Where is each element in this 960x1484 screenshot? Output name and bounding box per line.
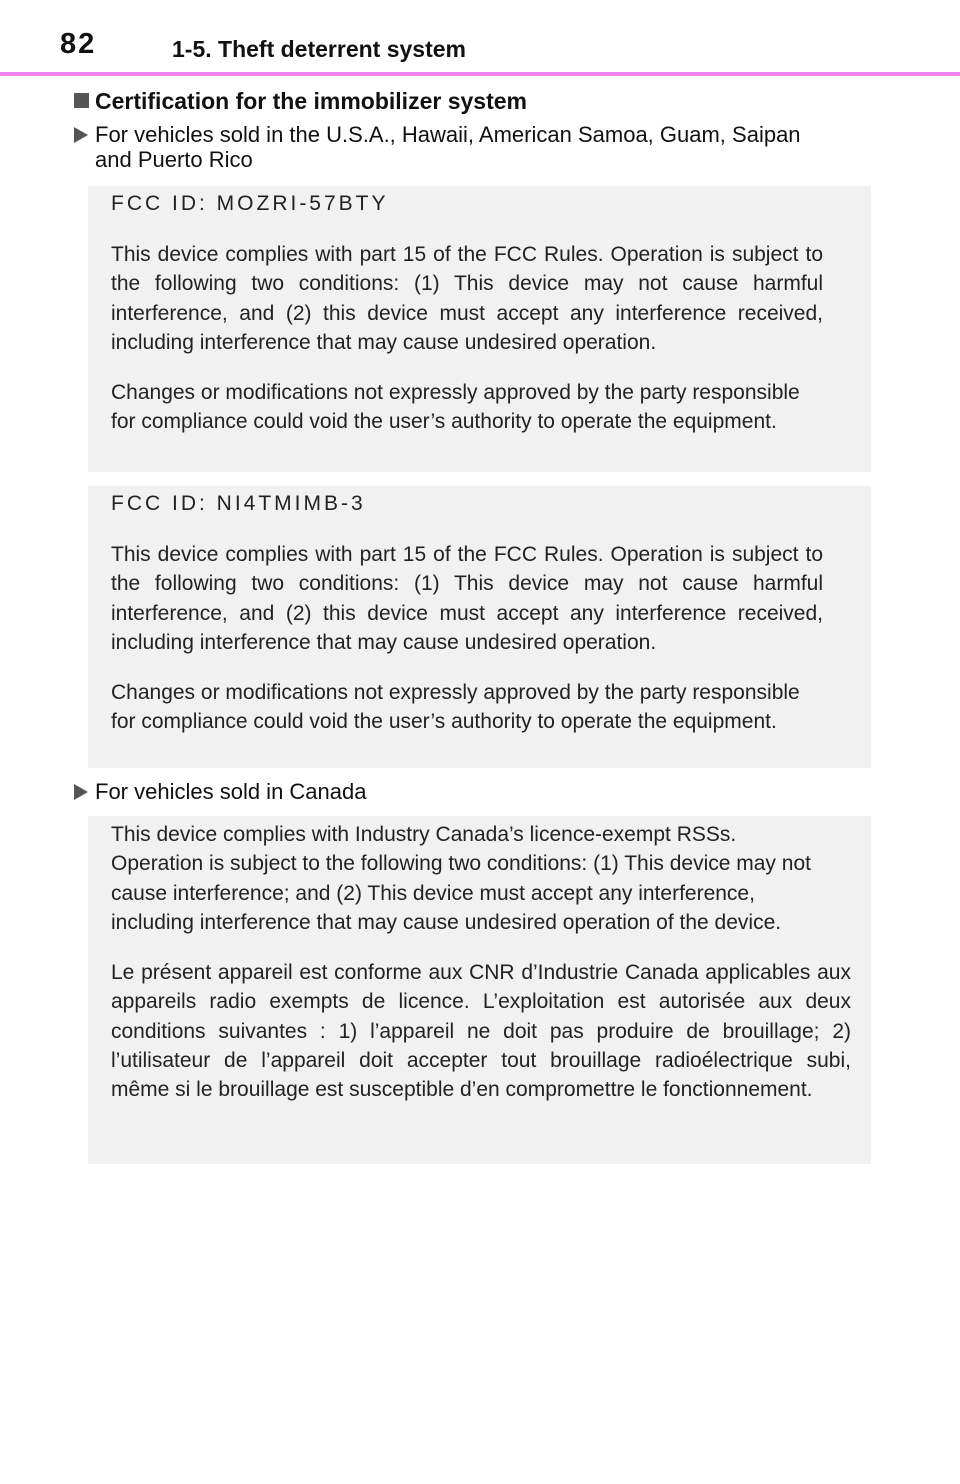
industry-canada-panel bbox=[88, 816, 871, 1164]
section-title: 1-5. Theft deterrent system bbox=[172, 36, 466, 62]
triangle-bullet-icon bbox=[74, 784, 88, 800]
bullet-canada-vehicles bbox=[74, 779, 366, 804]
header-rule bbox=[0, 72, 960, 76]
certification-heading bbox=[74, 88, 527, 115]
fcc-panel-1 bbox=[88, 186, 871, 472]
fcc-id-1: FCC ID: MOZRI-57BTY bbox=[111, 192, 389, 215]
industry-canada-english-text: This device complies with Industry Canada’s licence-exempt RSSs. Operation is subject to the following two conditions: (1) This device may not cause interference; and (2) This device must accept any interference, including interference that may cause undesired operation of the device. bbox=[111, 823, 811, 934]
industry-canada-french-text: Le présent appareil est conforme aux CNR d’Industrie Canada applicables aux appareils radio exempts de licence. L’exploitation est autorisée aux deux conditions suivantes : 1) l’appareil ne doit pas produire de brouillage; 2) l’utilisateur de l’appareil doit accepter tout brouillage radioélectrique subi, même si le brouillage est susceptible d’en compromettre le fonctionnement. bbox=[111, 961, 851, 1102]
fcc-2-changes-text: Changes or modifications not expressly approved by the party responsible for compliance could void the user’s authority to operate the equipment. bbox=[111, 681, 800, 734]
page-number: 82 bbox=[60, 28, 97, 60]
fcc-panel-2 bbox=[88, 486, 871, 768]
fcc-1-compliance-text: This device complies with part 15 of the FCC Rules. Operation is subject to the following two conditions: (1) This device may not cause harmful interference, and (2) this device must accept any interference received, including interference that may cause undesired operation. bbox=[111, 243, 823, 354]
bullet-canada-text: For vehicles sold in Canada bbox=[95, 779, 367, 804]
bullet-us-vehicles bbox=[74, 122, 801, 172]
square-bullet-icon bbox=[74, 93, 89, 108]
fcc-1-changes-text: Changes or modifications not expressly approved by the party responsible for compliance could void the user’s authority to operate the equipment. bbox=[111, 381, 800, 434]
page-header bbox=[0, 0, 960, 76]
bullet-us-line1: For vehicles sold in the U.S.A., Hawaii, American Samoa, Guam, Saipan bbox=[95, 122, 801, 147]
fcc-id-2: FCC ID: NI4TMIMB-3 bbox=[111, 492, 366, 515]
heading-text: Certification for the immobilizer system bbox=[95, 88, 527, 114]
bullet-us-line2: and Puerto Rico bbox=[95, 147, 253, 172]
fcc-2-compliance-text: This device complies with part 15 of the FCC Rules. Operation is subject to the following two conditions: (1) This device may not cause harmful interference, and (2) this device must accept any interference received, including interference that may cause undesired operation. bbox=[111, 543, 823, 654]
triangle-bullet-icon bbox=[74, 127, 88, 143]
